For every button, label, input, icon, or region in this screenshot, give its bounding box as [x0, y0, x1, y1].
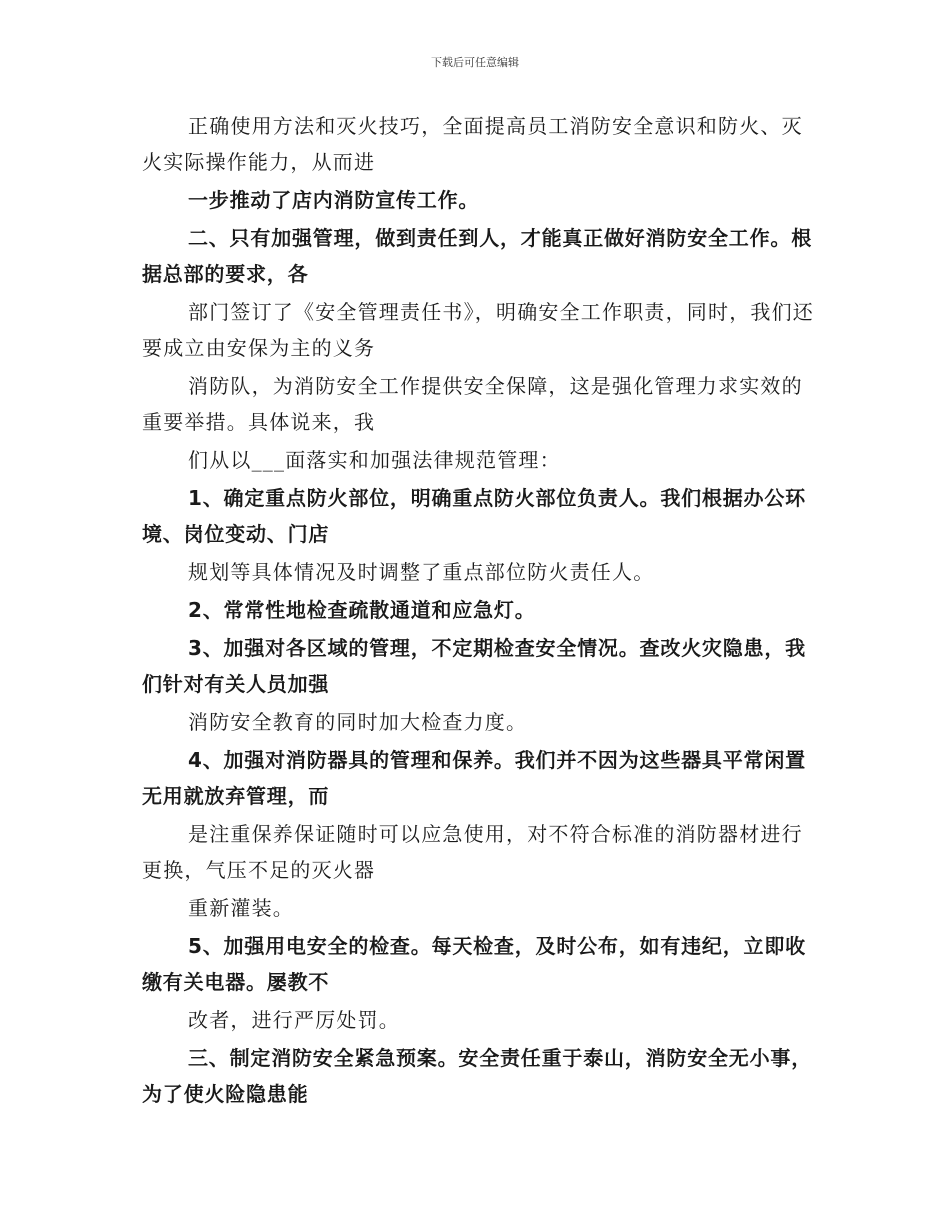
- paragraph: 重新灌装。: [188, 896, 294, 920]
- paragraph: 规划等具体情况及时调整了重点部位防火责任人。: [188, 560, 655, 584]
- paragraph: 正确使用方法和灭火技巧，全面提高员工消防安全意识和防火、灭火实际操作能力，从而进: [142, 114, 803, 174]
- paragraph: 2、常常性地检查疏散通道和应急灯。: [188, 598, 536, 622]
- paragraph: 消防安全教育的同时加大检查力度。: [188, 710, 528, 734]
- paragraph: 一步推动了店内消防宣传工作。: [188, 188, 480, 212]
- document-body: [142, 108, 822, 1114]
- paragraph: 二、只有加强管理，做到责任到人，才能真正做好消防安全工作。根据总部的要求，各: [142, 226, 812, 286]
- paragraph: 4、加强对消防器具的管理和保养。我们并不因为这些器具平常闲置无用就放弃管理，而: [142, 748, 806, 808]
- paragraph: 们从以___面落实和加强法律规范管理：: [188, 448, 561, 472]
- paragraph: 部门签订了《安全管理责任书》，明确安全工作职责，同时，我们还要成立由安保为主的义务: [142, 300, 814, 360]
- paragraph: 1、确定重点防火部位，明确重点防火部位负责人。我们根据办公环境、岗位变动、门店: [142, 486, 806, 546]
- page-header: 下载后可任意编辑: [431, 56, 519, 69]
- paragraph: 消防队，为消防安全工作提供安全保障，这是强化管理力求实效的重要举措。具体说来，我: [142, 374, 803, 434]
- paragraph: 三、制定消防安全紧急预案。安全责任重于泰山，消防安全无小事，为了使火险隐患能: [142, 1046, 812, 1106]
- paragraph: 3、加强对各区域的管理，不定期检查安全情况。查改火灾隐患，我们针对有关人员加强: [142, 636, 806, 696]
- paragraph: 5、加强用电安全的检查。每天检查，及时公布，如有违纪，立即收缴有关电器。屡教不: [142, 934, 806, 994]
- paragraph: 是注重保养保证随时可以应急使用，对不符合标准的消防器材进行更换，气压不足的灭火器: [142, 822, 803, 882]
- paragraph: 改者，进行严厉处罚。: [188, 1008, 400, 1032]
